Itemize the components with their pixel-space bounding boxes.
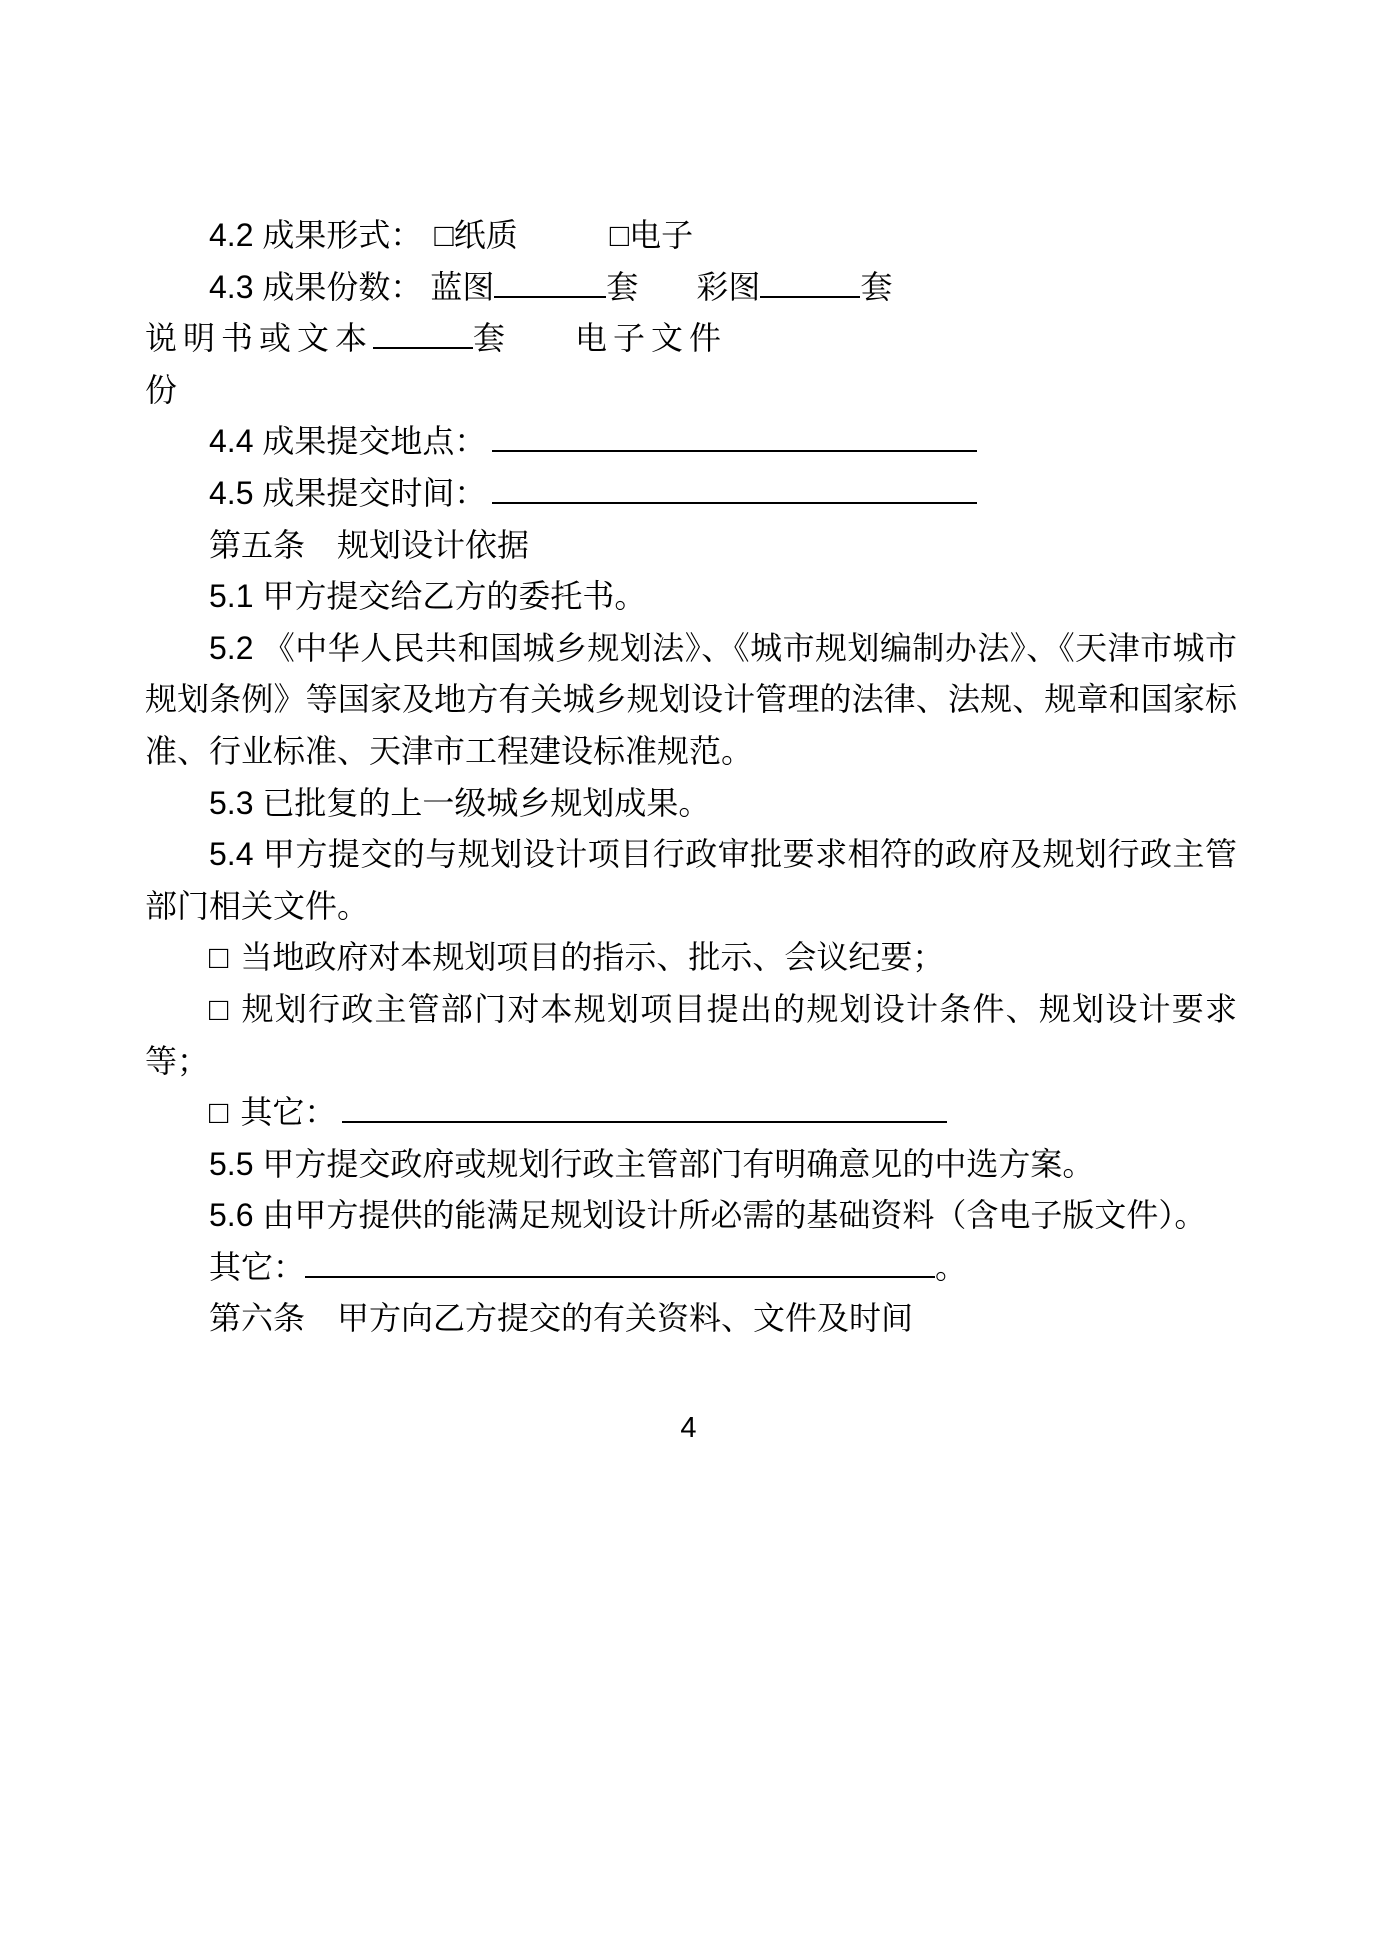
color-plan-unit: 套 [860,268,893,305]
clause-5-2 [145,623,1237,778]
clause-5-5 [145,1139,1237,1191]
clause-5-6-text: 5.6 由甲方提供的能满足规划设计所必需的基础资料（含电子版文件）。 [209,1197,1207,1234]
manual-count-blank [373,343,473,349]
manual-text-label: 说明书或文本 [145,320,374,357]
paper-checkbox-icon: □ [434,217,454,253]
checkbox-item-authority [145,984,1237,1087]
clause-4-3-continuation-line [145,313,1237,365]
clause-5-5-text: 5.5 甲方提交政府或规划行政主管部门有明确意见的中选方案。 [209,1145,1095,1182]
clause-5-1-text: 5.1 甲方提交给乙方的委托书。 [209,578,647,615]
page-number: 4 [680,1412,697,1444]
checkbox-item-other [145,1087,1237,1139]
manual-unit: 套 [473,320,506,357]
clause-4-4-label: 4.4 成果提交地点： [209,423,487,460]
other-line-period: 。 [935,1248,968,1285]
clause-5-4 [145,829,1237,932]
other-checkbox-label: 其它： [240,1094,337,1131]
color-plan-count-blank [760,292,860,298]
article-6-title: 第六条 甲方向乙方提交的有关资料、文件及时间 [209,1300,914,1337]
clause-4-2-label: 4.2 成果形式： [209,217,423,253]
blueprint-count-blank [494,292,606,298]
government-checkbox-icon: □ [209,939,229,976]
electronic-file-unit: 份 [145,371,178,408]
document-body [145,210,1237,1345]
clause-5-2-text: 5.2 《中华人民共和国城乡规划法》、《城市规划编制办法》、《天津市城市规划条例》等国家及地方有关城乡规划设计管理的法律、法规、规章和国家标准、行业标准、天津市工程建设标准规范。 [145,629,1237,769]
clause-4-3-line [145,262,1237,314]
electronic-file-label: 电子文件 [575,320,728,357]
other-checkbox-icon: □ [209,1094,229,1131]
article-5-title: 第五条 规划设计依据 [209,526,530,563]
other-line-label: 其它： [209,1248,306,1285]
clause-4-5-line [145,468,1237,520]
article-5-heading [145,520,1237,572]
electronic-option-label: 电子 [629,217,694,253]
clause-4-4-line [145,416,1237,468]
blueprint-unit: 套 [606,268,639,305]
other-blank-line [145,1242,1237,1294]
government-checkbox-text: 当地政府对本规划项目的指示、批示、会议纪要； [240,939,945,976]
clause-5-4-text: 5.4 甲方提交的与规划设计项目行政审批要求相符的政府及规划行政主管部门相关文件。 [145,836,1237,924]
authority-checkbox-icon: □ [209,990,230,1027]
checkbox-item-government [145,932,1237,984]
clause-5-3-text: 5.3 已批复的上一级城乡规划成果。 [209,784,711,821]
clause-4-5-label: 4.5 成果提交时间： [209,474,487,511]
authority-checkbox-text: 规划行政主管部门对本规划项目提出的规划设计条件、规划设计要求等； [145,990,1237,1079]
delivery-time-blank [492,498,977,504]
other-line-blank [305,1272,935,1278]
paper-option-label: 纸质 [453,217,518,253]
clause-4-3-label: 4.3 成果份数： [209,268,423,305]
electronic-checkbox-icon: □ [609,217,630,253]
delivery-place-blank [492,446,977,452]
clause-5-1 [145,571,1237,623]
blueprint-label: 蓝图 [430,268,495,305]
color-plan-label: 彩图 [696,268,761,305]
clause-4-2-line [145,210,1237,262]
article-6-heading [145,1293,1237,1345]
clause-5-6 [145,1190,1237,1242]
clause-4-3-unit-line [145,365,1237,417]
clause-5-3 [145,778,1237,830]
other-checkbox-blank [342,1117,947,1123]
